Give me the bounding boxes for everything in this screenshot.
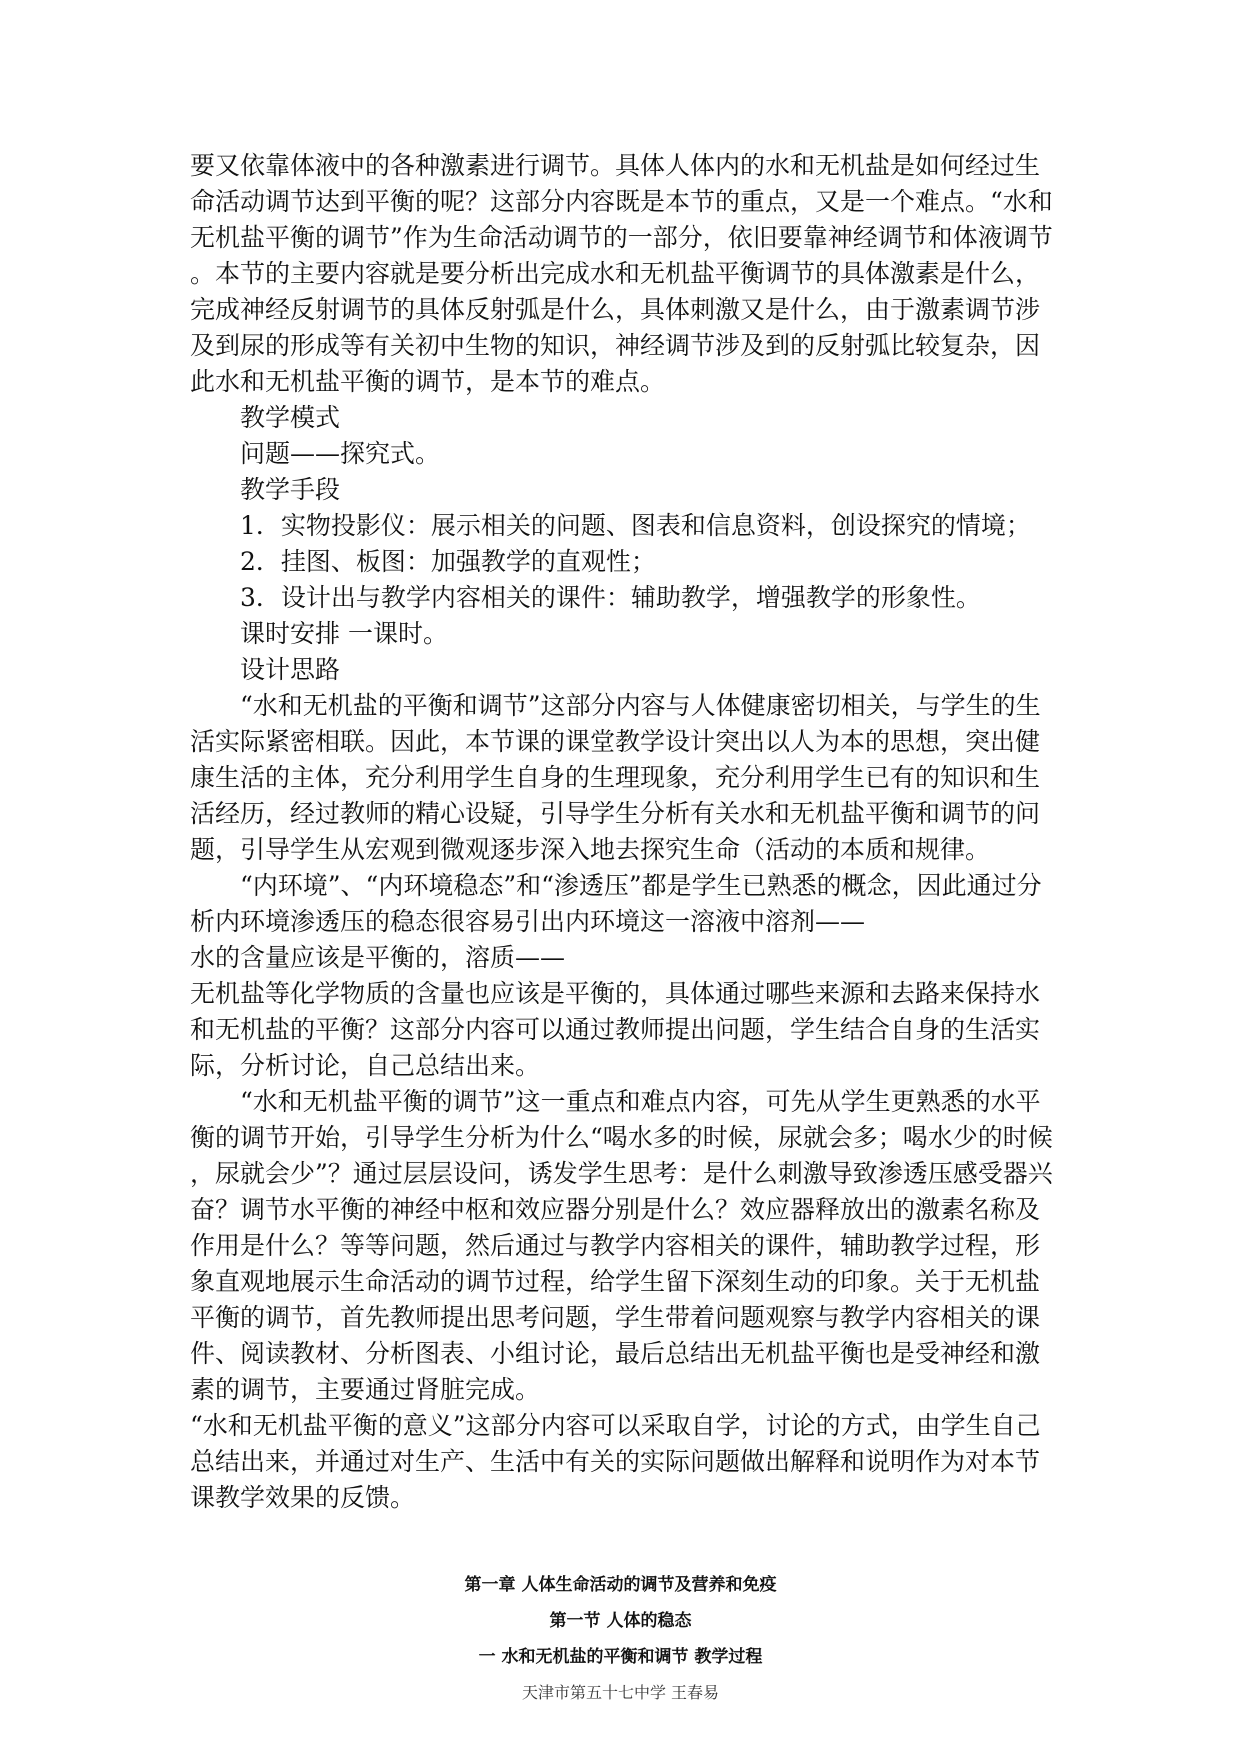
body-line: 总结出来，并通过对生产、生活中有关的实际问题做出解释和说明作为对本节 [190,1447,1041,1476]
topic-heading: 一 水和无机盐的平衡和调节 教学过程 [478,1647,763,1667]
list-item: 2．挂图、板图：加强教学的直观性； [240,547,656,576]
section-heading: 第一节 人体的稳态 [549,1611,692,1631]
body-line: 衡的调节开始，引导学生分析为什么“喝水多的时候，尿就会多；喝水少的时候 [190,1123,1053,1152]
body-line: 平衡的调节，首先教师提出思考问题，学生带着问题观察与教学内容相关的课 [190,1303,1041,1332]
body-line: 际，分析讨论，自己总结出来。 [190,1051,541,1080]
body-line: 和无机盐的平衡？这部分内容可以通过教师提出问题，学生结合自身的生活实 [190,1015,1041,1044]
body-line: 素的调节，主要通过肾脏完成。 [190,1375,541,1404]
body-line: 奋？调节水平衡的神经中枢和效应器分别是什么？效应器释放出的激素名称及 [190,1195,1041,1224]
body-line: 课时安排 一课时。 [240,619,448,648]
body-line: 康生活的主体，充分利用学生自身的生理现象，充分利用学生已有的知识和生 [190,763,1041,792]
body-line: 完成神经反射调节的具体反射弧是什么，具体刺激又是什么，由于激素调节涉 [190,295,1041,324]
body-line: 。本节的主要内容就是要分析出完成水和无机盐平衡调节的具体激素是什么， [190,259,1041,288]
body-line: 课教学效果的反馈。 [190,1483,416,1512]
section-label: 教学模式 [240,403,341,432]
body-line: 命活动调节达到平衡的呢？这部分内容既是本节的重点，又是一个难点。“水和 [190,187,1053,216]
body-line: 作用是什么？等等问题，然后通过与教学内容相关的课件，辅助教学过程，形 [190,1231,1041,1260]
body-line: “水和无机盐平衡的意义”这部分内容可以采取自学，讨论的方式，由学生自己 [190,1411,1041,1440]
body-line: 活实际紧密相联。因此，本节课的课堂教学设计突出以人为本的思想，突出健 [190,727,1041,756]
body-line: “内环境”、“内环境稳态”和“渗透压”都是学生已熟悉的概念，因此通过分 [240,871,1042,900]
body-line: 无机盐等化学物质的含量也应该是平衡的，具体通过哪些来源和去路来保持水 [190,979,1041,1008]
chapter-heading: 第一章 人体生命活动的调节及营养和免疫 [464,1575,777,1595]
body-line: 要又依靠体液中的各种激素进行调节。具体人体内的水和无机盐是如何经过生 [190,151,1041,180]
body-line: 水的含量应该是平衡的，溶质—— [190,943,566,972]
body-line: 析内环境渗透压的稳态很容易引出内环境这一溶液中溶剂—— [190,907,866,936]
body-line: 及到尿的形成等有关初中生物的知识，神经调节涉及到的反射弧比较复杂，因 [190,331,1041,360]
body-line: 活经历，经过教师的精心设疑，引导学生分析有关水和无机盐平衡和调节的问 [190,799,1041,828]
body-line: 问题——探究式。 [240,439,441,468]
body-line: “水和无机盐的平衡和调节”这部分内容与人体健康密切相关，与学生的生 [240,691,1041,720]
author-line: 天津市第五十七中学 王春易 [521,1683,720,1702]
body-line: 无机盐平衡的调节”作为生命活动调节的一部分，依旧要靠神经调节和体液调节 [190,223,1053,252]
section-label: 设计思路 [240,655,341,684]
body-line: 题，引导学生从宏观到微观逐步深入地去探究生命（活动的本质和规律。 [190,835,991,864]
list-item: 1．实物投影仪：展示相关的问题、图表和信息资料，创设探究的情境； [240,511,1031,540]
body-line: 象直观地展示生命活动的调节过程，给学生留下深刻生动的印象。关于无机盐 [190,1267,1041,1296]
body-line: ，尿就会少”？通过层层设问，诱发学生思考：是什么刺激导致渗透压感受器兴 [190,1159,1053,1188]
section-label: 教学手段 [240,475,341,504]
list-item: 3．设计出与教学内容相关的课件：辅助教学，增强教学的形象性。 [240,583,981,612]
body-line: “水和无机盐平衡的调节”这一重点和难点内容，可先从学生更熟悉的水平 [240,1087,1041,1116]
body-line: 件、阅读教材、分析图表、小组讨论，最后总结出无机盐平衡也是受神经和激 [190,1339,1041,1368]
body-line: 此水和无机盐平衡的调节，是本节的难点。 [190,367,666,396]
